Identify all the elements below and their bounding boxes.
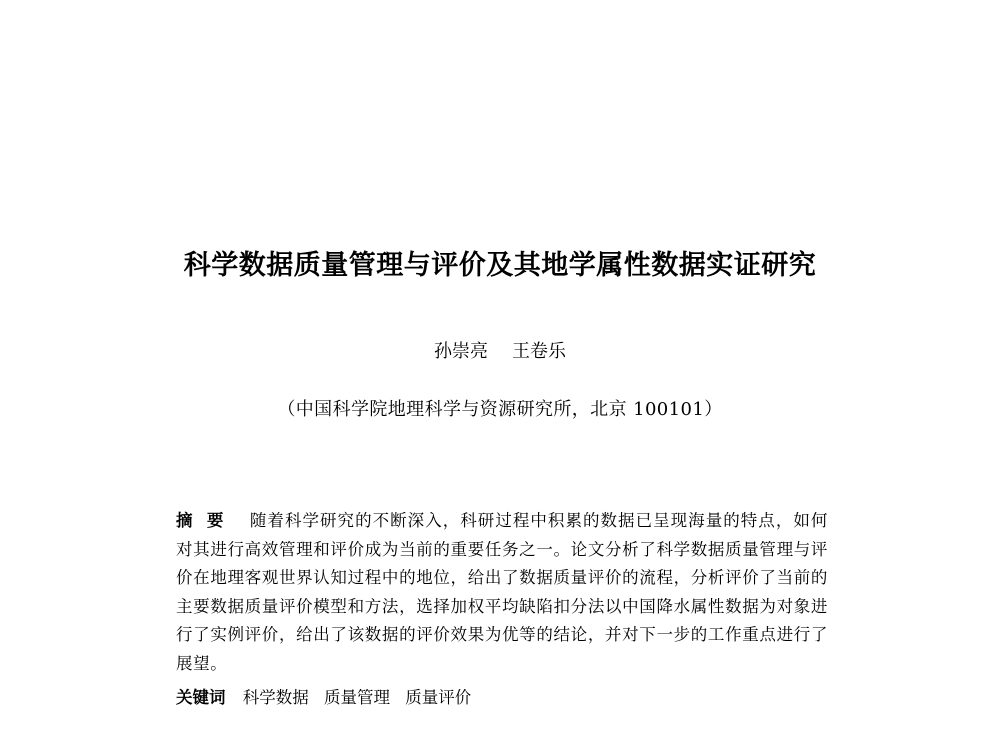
keyword-item: 质量评价 [405, 688, 472, 707]
abstract-label: 摘要 [176, 511, 238, 530]
abstract [176, 507, 828, 678]
keywords [176, 684, 828, 712]
keyword-item: 科学数据 [242, 688, 309, 707]
author-list [0, 339, 1000, 365]
author-name: 王卷乐 [512, 341, 566, 362]
abstract-text: 随着科学研究的不断深入，科研过程中积累的数据已呈现海量的特点，如何对其进行高效管理和评价成为当前的重要任务之一。论文分析了科学数据质量管理与评价在地理客观世界认知过程中的地位，给出了数据质量评价的流程，分析评价了当前的主要数据质量评价模型和方法，选择加权平均缺陷扣分法以中国降水属性数据为对象进行了实例评价，给出了该数据的评价效果为优等的结论，并对下一步的工作重点进行了展望。 [176, 511, 828, 673]
author-affiliation: （中国科学院地理科学与资源研究所，北京 100101） [277, 399, 723, 420]
keywords-label: 关键词 [176, 688, 226, 707]
paper-title: 科学数据质量管理与评价及其地学属性数据实证研究 [183, 250, 817, 281]
keyword-item: 质量管理 [324, 688, 390, 707]
author-name: 孙崇亮 [434, 341, 488, 362]
